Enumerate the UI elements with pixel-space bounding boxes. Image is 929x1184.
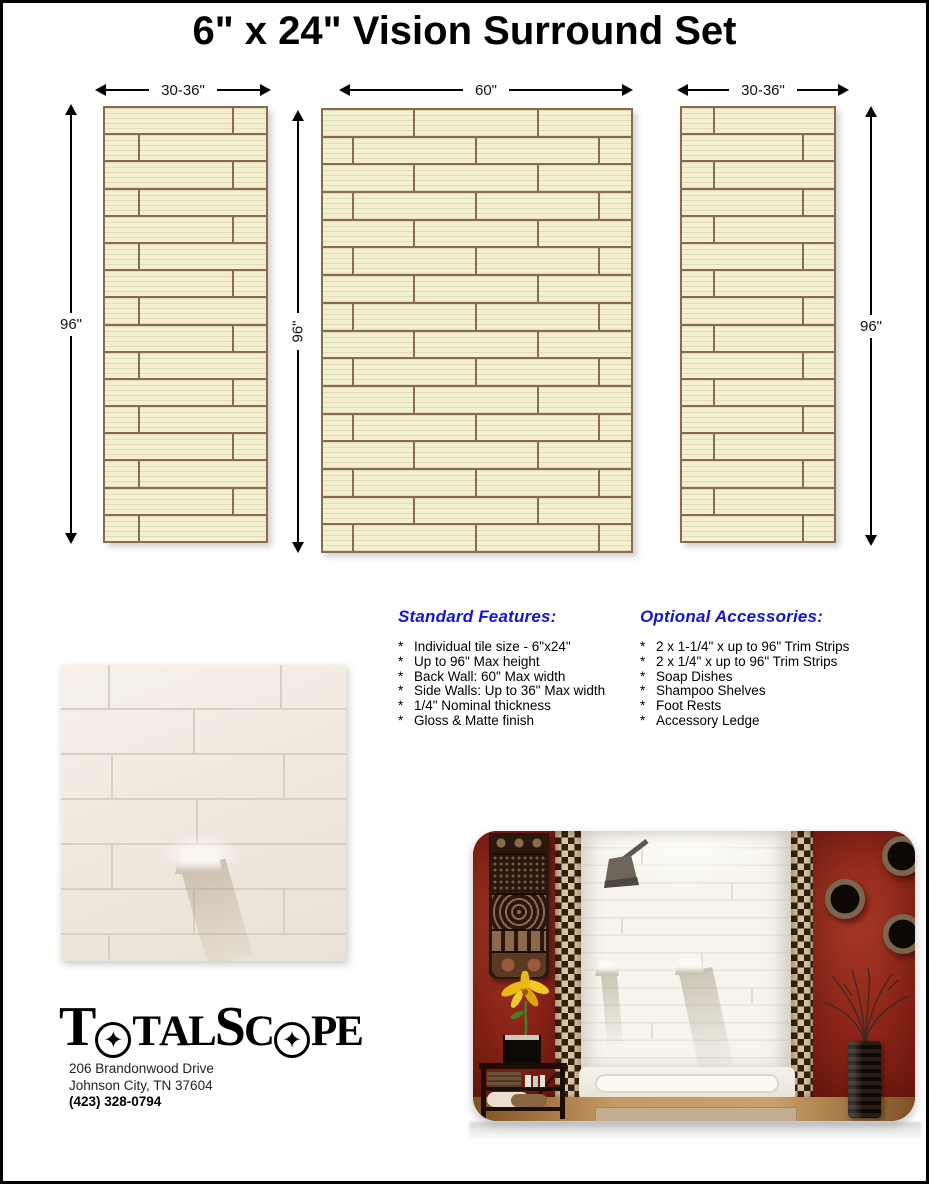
feature-item: * 1/4" Nominal thickness — [398, 698, 551, 714]
tile — [682, 461, 804, 486]
tile — [600, 138, 631, 164]
arrow-right-icon — [622, 84, 633, 96]
arrow-down-icon — [292, 542, 304, 553]
tile — [105, 516, 140, 541]
tile — [477, 248, 600, 274]
tile — [682, 271, 715, 296]
floor-vase — [848, 1041, 881, 1118]
tile — [600, 415, 631, 441]
tile — [323, 359, 354, 385]
tile — [539, 221, 631, 247]
bottle — [533, 1076, 538, 1087]
feature-item: * Individual tile size - 6"x24" — [398, 639, 571, 654]
tile — [105, 244, 140, 269]
feature-item: * Shampoo Shelves — [640, 683, 766, 699]
bottle — [525, 1075, 531, 1087]
tile — [140, 298, 266, 323]
side-wall-panel-left — [103, 106, 268, 543]
tile — [715, 217, 834, 242]
tile — [682, 380, 715, 405]
soap-dish — [175, 848, 223, 874]
bullet: * — [640, 668, 646, 684]
feature-item: * Side Walls: Up to 36" Max width — [398, 683, 606, 699]
logo-letter: L — [188, 1008, 215, 1055]
bullet: * — [398, 712, 404, 728]
tile — [539, 442, 631, 468]
arrow-right-icon — [838, 84, 849, 96]
tile — [682, 190, 804, 215]
logo-letter: T — [59, 996, 95, 1058]
soap-dish — [595, 961, 619, 976]
tile — [804, 353, 834, 378]
tile — [105, 108, 234, 133]
tile — [415, 276, 538, 302]
lily-flower — [487, 971, 557, 1039]
tile — [323, 332, 415, 358]
tile — [804, 516, 834, 541]
page-title: 6" x 24" Vision Surround Set — [192, 9, 737, 53]
tile — [105, 190, 140, 215]
tile — [105, 298, 140, 323]
feature-item: * Accessory Ledge — [640, 712, 760, 728]
standard-features-heading: Standard Features: — [398, 607, 557, 626]
tile — [715, 489, 834, 514]
logo-letter: S — [214, 996, 244, 1058]
tile — [477, 470, 600, 496]
tile — [105, 326, 234, 351]
arrow-left-icon — [677, 84, 688, 96]
tile — [323, 470, 354, 496]
tile — [140, 190, 266, 215]
back-wall-panel — [321, 108, 633, 553]
tile — [323, 442, 415, 468]
logo-letter: T — [132, 1008, 160, 1055]
wooden-shelf — [479, 1063, 567, 1119]
decor-plate — [882, 836, 915, 876]
tile — [415, 332, 538, 358]
feature-item: * Soap Dishes — [640, 668, 733, 684]
bullet: * — [640, 683, 646, 699]
tile — [354, 470, 477, 496]
tile — [323, 304, 354, 330]
tile — [105, 434, 234, 459]
star-icon: ✦ — [103, 1026, 124, 1054]
tile — [105, 162, 234, 187]
tile — [234, 217, 266, 242]
tile — [682, 162, 715, 187]
tile — [715, 434, 834, 459]
phone-number: (423) 328-0794 — [69, 1094, 162, 1109]
bullet: * — [398, 639, 404, 654]
bullet: * — [398, 683, 404, 699]
bullet: * — [398, 653, 404, 669]
tile — [804, 135, 834, 160]
decor-plate — [825, 879, 865, 919]
width-label-center: 60" — [475, 81, 498, 99]
bathroom-installation-photo — [473, 831, 915, 1121]
logo-letter: A — [159, 1008, 189, 1055]
tile — [105, 271, 234, 296]
tile — [539, 276, 631, 302]
tile — [477, 193, 600, 219]
tile — [234, 108, 266, 133]
tile — [600, 470, 631, 496]
tile — [234, 489, 266, 514]
address-line2: Johnson City, TN 37604 — [69, 1077, 213, 1093]
tile — [234, 271, 266, 296]
tile — [105, 380, 234, 405]
tile — [600, 525, 631, 551]
arrow-down-icon — [65, 533, 77, 544]
tile — [105, 407, 140, 432]
tile — [234, 162, 266, 187]
tile — [323, 248, 354, 274]
tile — [415, 498, 538, 524]
standard-features-list — [398, 640, 636, 729]
side-wall-panel-right — [680, 106, 836, 543]
tile — [234, 434, 266, 459]
arrow-right-icon — [260, 84, 271, 96]
height-dimension-left — [59, 104, 83, 544]
tile — [682, 108, 715, 133]
tile — [715, 380, 834, 405]
tile — [600, 193, 631, 219]
bullet: * — [640, 639, 646, 654]
tile — [323, 221, 415, 247]
tile — [539, 498, 631, 524]
feature-item: * Gloss & Matte finish — [398, 712, 535, 728]
tile — [105, 461, 140, 486]
address-line1: 206 Brandonwood Drive — [69, 1061, 214, 1076]
width-dimension-left — [95, 81, 271, 99]
width-dimension-center — [339, 81, 633, 99]
tile — [682, 516, 804, 541]
tile — [804, 298, 834, 323]
tile — [539, 110, 631, 136]
tile — [682, 434, 715, 459]
feature-item: * 2 x 1-1/4" x up to 96" Trim Strips — [640, 639, 850, 654]
bullet: * — [398, 698, 404, 714]
width-label-right: 30-36" — [741, 81, 785, 99]
tile — [682, 298, 804, 323]
height-dimension-center — [286, 110, 310, 553]
totalscope-logo — [59, 996, 362, 1058]
tile — [354, 138, 477, 164]
tile — [354, 359, 477, 385]
tile — [323, 193, 354, 219]
tile — [323, 138, 354, 164]
tile — [354, 415, 477, 441]
tile — [354, 525, 477, 551]
arrow-up-icon — [65, 104, 77, 115]
photo-reflection — [469, 1122, 921, 1140]
tile — [140, 516, 266, 541]
optional-accessories-section — [640, 607, 895, 729]
tile — [600, 359, 631, 385]
tile — [804, 461, 834, 486]
tile — [105, 353, 140, 378]
feature-item: * Up to 96" Max height — [398, 653, 540, 669]
height-label-right: 96" — [859, 317, 882, 335]
tile — [323, 498, 415, 524]
mosaic-strip-right — [791, 831, 813, 1099]
tile — [682, 244, 804, 269]
tile-closeup-photo — [61, 665, 346, 961]
tile — [539, 332, 631, 358]
tile — [804, 190, 834, 215]
tile — [415, 442, 538, 468]
tile — [354, 304, 477, 330]
optional-accessories-list — [640, 640, 895, 729]
company-address — [69, 1061, 214, 1111]
tile — [715, 108, 834, 133]
tile — [477, 525, 600, 551]
logo-letter: P — [311, 1008, 336, 1055]
bottle — [540, 1075, 545, 1087]
optional-accessories-heading: Optional Accessories: — [640, 607, 824, 626]
star-icon: ✦ — [281, 1026, 303, 1054]
floor-mat — [595, 1107, 797, 1121]
tile — [415, 221, 538, 247]
tile — [477, 304, 600, 330]
tile — [140, 353, 266, 378]
tile — [140, 135, 266, 160]
tile — [323, 387, 415, 413]
tile — [477, 359, 600, 385]
tile — [234, 380, 266, 405]
tile — [804, 244, 834, 269]
tile — [323, 276, 415, 302]
tile — [682, 135, 804, 160]
tile — [415, 165, 538, 191]
feature-item: * Back Wall: 60" Max width — [398, 668, 566, 684]
carved-wall-art — [489, 833, 549, 979]
vase-branches — [808, 966, 915, 1046]
tile — [354, 248, 477, 274]
height-label-center: 96" — [289, 320, 307, 343]
tile — [715, 162, 834, 187]
bullet: * — [640, 653, 646, 669]
tile — [600, 248, 631, 274]
shower-pan — [579, 1067, 795, 1101]
tile — [140, 461, 266, 486]
standard-features-section — [398, 607, 636, 729]
tile — [415, 110, 538, 136]
feature-item: * Foot Rests — [640, 698, 722, 714]
tile — [715, 271, 834, 296]
tile — [323, 110, 415, 136]
tile — [539, 387, 631, 413]
bullet: * — [640, 698, 646, 714]
height-label-left: 96" — [59, 315, 82, 333]
tile — [477, 138, 600, 164]
rolled-towel — [511, 1094, 547, 1107]
logo-letter: C — [243, 1008, 274, 1055]
tile — [105, 489, 234, 514]
tile — [105, 135, 140, 160]
feature-item: * 2 x 1/4" x up to 96" Trim Strips — [640, 653, 838, 669]
bullet: * — [640, 712, 646, 728]
tile — [323, 525, 354, 551]
tile — [105, 217, 234, 242]
tile — [477, 415, 600, 441]
width-label-left: 30-36" — [161, 81, 205, 99]
tile — [715, 326, 834, 351]
tile — [682, 326, 715, 351]
tile — [140, 244, 266, 269]
tile — [234, 326, 266, 351]
arrow-left-icon — [95, 84, 106, 96]
towel-basket — [487, 1072, 521, 1087]
logo-letter: E — [335, 1008, 362, 1055]
arrow-left-icon — [339, 84, 350, 96]
tile — [323, 415, 354, 441]
tile — [682, 217, 715, 242]
tile — [804, 407, 834, 432]
compass-o-icon — [95, 1022, 131, 1058]
decor-plate — [883, 914, 915, 954]
tile — [682, 489, 715, 514]
shower-head — [595, 839, 651, 897]
tile — [539, 165, 631, 191]
width-dimension-right — [677, 81, 849, 99]
arrow-up-icon — [865, 106, 877, 117]
tile — [682, 353, 804, 378]
tile — [600, 304, 631, 330]
tile — [323, 165, 415, 191]
flower-planter — [503, 1035, 541, 1065]
arrow-down-icon — [865, 535, 877, 546]
foot-rest — [675, 959, 705, 975]
compass-o-icon — [274, 1022, 310, 1058]
mosaic-strip-left — [555, 831, 581, 1099]
tile — [354, 193, 477, 219]
arrow-up-icon — [292, 110, 304, 121]
height-dimension-right — [859, 106, 883, 546]
tile — [140, 407, 266, 432]
tile — [415, 387, 538, 413]
tile — [682, 407, 804, 432]
bullet: * — [398, 668, 404, 684]
